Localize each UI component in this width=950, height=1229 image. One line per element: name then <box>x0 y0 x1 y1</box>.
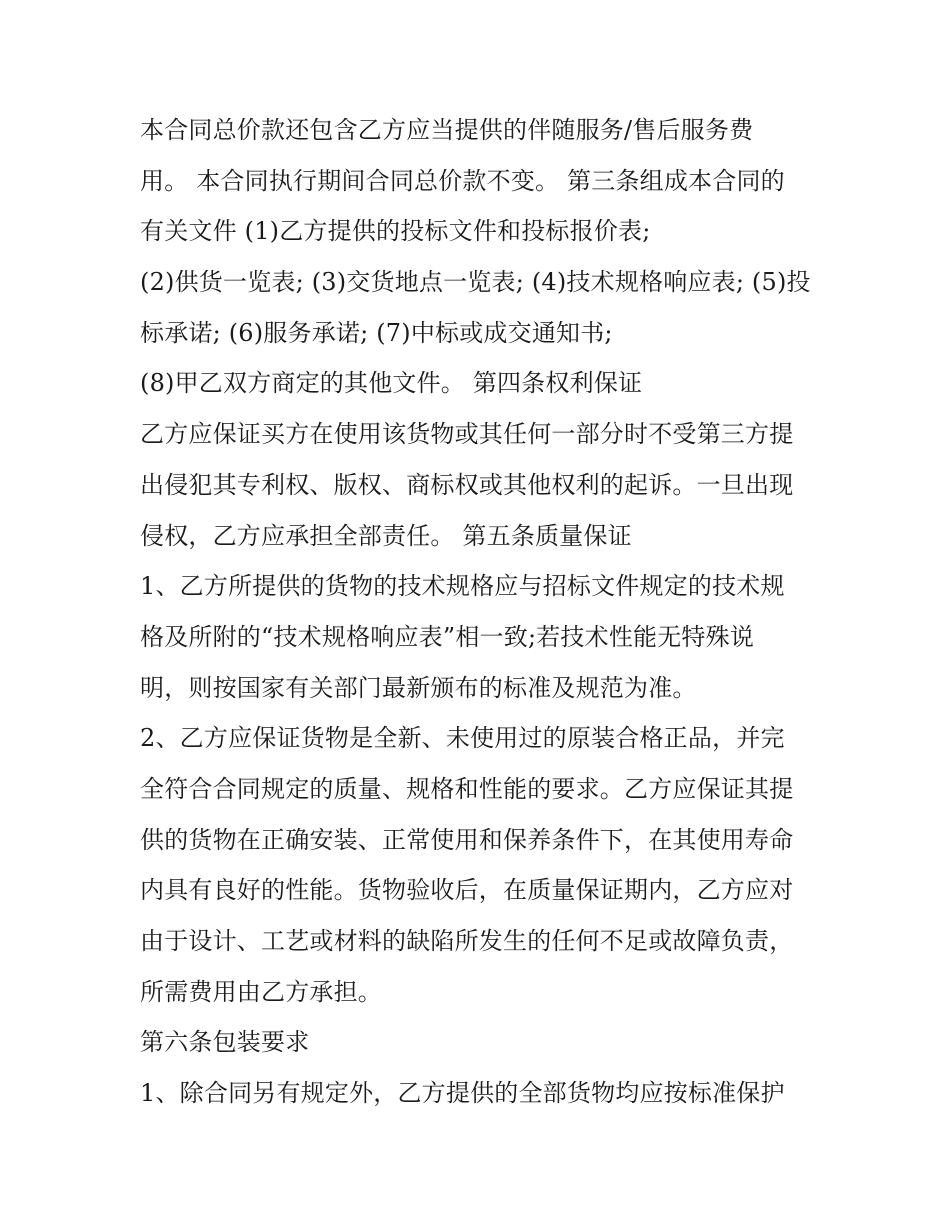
document-page <box>140 110 820 1124</box>
text-line: 有关文件 (1)乙方提供的投标文件和投标报价表; <box>140 217 651 246</box>
text-line: 格及所附的“技术规格响应表”相一致;若技术性能无特殊说 <box>140 622 755 651</box>
text-line: 所需费用由乙方承担。 <box>140 977 382 1006</box>
text-line: 本合同总价款还包含乙方应当提供的伴随服务/售后服务费 <box>140 116 754 144</box>
text-line: 全符合合同规定的质量、规格和性能的要求。乙方应保证其提 <box>140 774 794 803</box>
text-line: 乙方应保证买方在使用该货物或其任何一部分时不受第三方提 <box>140 420 794 449</box>
text-line: 用。 本合同执行期间合同总价款不变。 第三条组成本合同的 <box>140 166 785 195</box>
text-line: 供的货物在正确安装、正常使用和保养条件下，在其使用寿命 <box>140 825 794 854</box>
text-line: 2、乙方应保证货物是全新、未使用过的原装合格正品，并完 <box>140 724 785 753</box>
text-line: 由于设计、工艺或材料的缺陷所发生的任何不足或故障负责， <box>140 927 794 955</box>
text-line: (8)甲乙双方商定的其他文件。 第四条权利保证 <box>140 369 643 398</box>
text-line: 标承诺; (6)服务承诺; (7)中标或成交通知书; <box>140 318 613 347</box>
text-line: 明，则按国家有关部门最新颁布的标准及规范为准。 <box>140 673 697 702</box>
text-line: 内具有良好的性能。货物验收后，在质量保证期内，乙方应对 <box>140 876 794 905</box>
text-line: 1、乙方所提供的货物的技术规格应与招标文件规定的技术规 <box>140 572 785 601</box>
text-line: (2)供货一览表; (3)交货地点一览表; (4)技术规格响应表; (5)投 <box>140 268 811 297</box>
text-line: 侵权，乙方应承担全部责任。 第五条质量保证 <box>140 521 632 550</box>
text-line: 出侵犯其专利权、版权、商标权或其他权利的起诉。一旦出现 <box>140 470 794 499</box>
text-line: 1、除合同另有规定外，乙方提供的全部货物均应按标准保护 <box>140 1079 785 1108</box>
section-heading: 第六条包装要求 <box>140 1028 310 1057</box>
